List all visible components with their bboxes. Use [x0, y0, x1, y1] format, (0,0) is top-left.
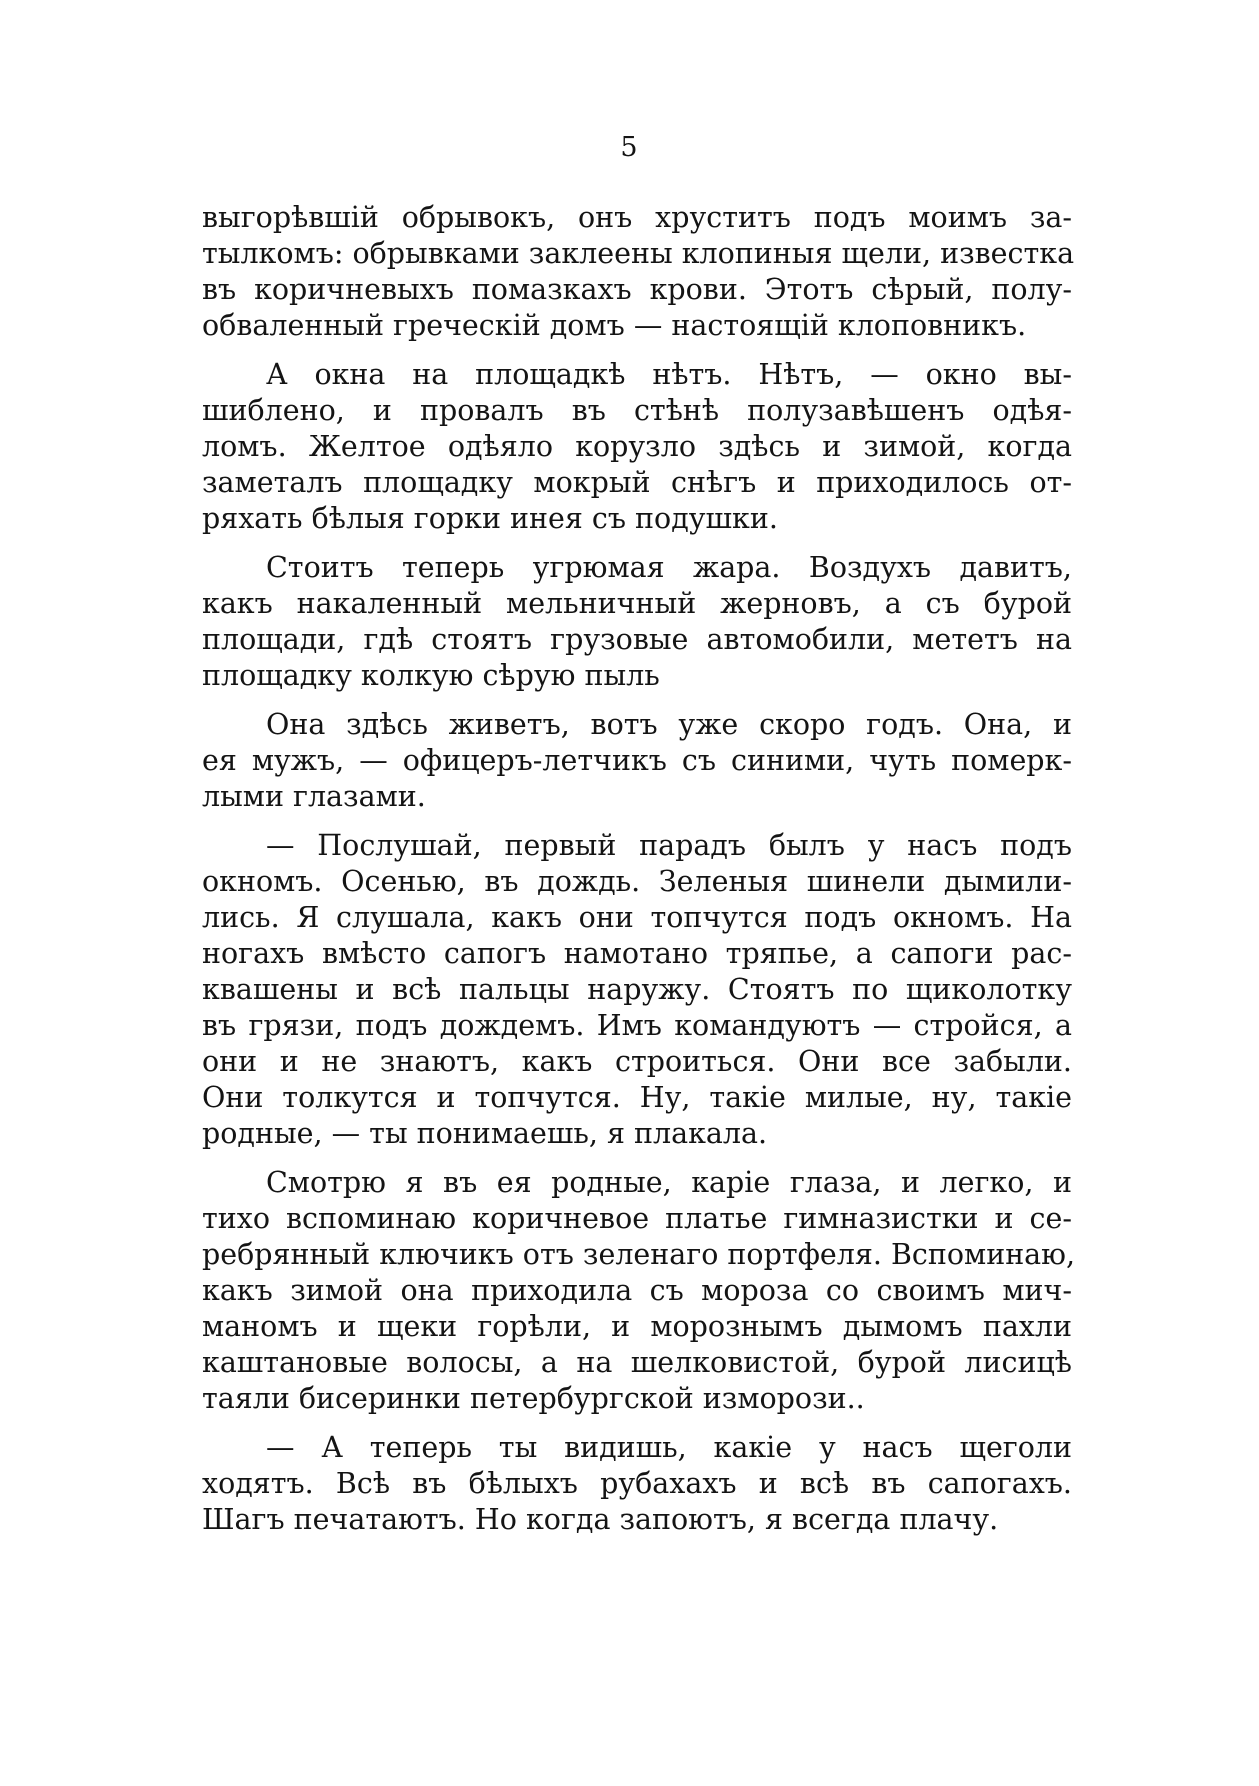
text-line: они и не знаютъ, какъ строиться. Они все забыли. [202, 1045, 1072, 1078]
text-line: обваленный греческій домъ — настоящій клоповникъ. [202, 309, 1027, 342]
text-line: Смотрю я въ ея родные, карiе глаза, и легко, и [266, 1166, 1072, 1199]
text-line: квашены и всѣ пальцы наружу. Стоятъ по щиколотку [202, 973, 1072, 1006]
text-line: Стоитъ теперь угрюмая жара. Воздухъ давитъ, [266, 551, 1072, 584]
text-line: ходятъ. Всѣ въ бѣлыхъ рубахахъ и всѣ въ сапогахъ. [202, 1467, 1072, 1500]
text-line: — А теперь ты видишь, какіе у насъ щеголи [266, 1431, 1072, 1464]
text-line: Они толкутся и топчутся. Ну, такіе милые, ну, такіе [202, 1081, 1072, 1114]
text-line: окномъ. Осенью, въ дождь. Зеленыя шинели дымили- [202, 865, 1072, 898]
text-line: лыми глазами. [202, 780, 426, 813]
text-line: — Послушай, первый парадъ былъ у насъ подъ [266, 829, 1072, 862]
page-number: 5 [620, 132, 639, 163]
paragraph [202, 828, 1072, 1152]
paragraph [202, 200, 1075, 344]
text-line: ногахъ вмѣсто сапогъ намотано тряпье, а сапоги рас- [202, 937, 1072, 970]
text-line: ломъ. Желтое одѣяло корузло здѣсь и зимой, когда [202, 430, 1072, 463]
text-line: родные, — ты понимаешь, я плакала. [202, 1117, 768, 1150]
text-line: тылкомъ: обрывками заклеены клопиныя щели, известка [202, 237, 1075, 270]
text-line: А окна на площадкѣ нѣтъ. Нѣтъ, — окно вы- [266, 358, 1072, 391]
text-line: шиблено, и провалъ въ стѣнѣ полузавѣшенъ одѣя- [202, 394, 1072, 427]
text-line: каштановые волосы, а на шелковистой, бурой лисицѣ [202, 1346, 1072, 1379]
body-text [202, 200, 1076, 1551]
text-line: маномъ и щеки горѣли, и морознымъ дымомъ пахли [202, 1310, 1072, 1343]
text-line: тихо вспоминаю коричневое платье гимназистки и се- [202, 1202, 1072, 1235]
paragraph [202, 707, 1072, 815]
text-line: въ коричневыхъ помазкахъ крови. Этотъ сѣрый, полу- [202, 273, 1072, 306]
text-line: заметалъ площадку мокрый снѣгъ и приходилось от- [202, 466, 1072, 499]
paragraph [202, 1430, 1072, 1538]
text-line: площади, гдѣ стоятъ грузовые автомобили, мететъ на [202, 623, 1072, 656]
paragraph [202, 550, 1072, 694]
text-line: какъ зимой она приходила съ мороза со своимъ мич- [202, 1274, 1072, 1307]
text-line: таяли бисеринки петербургской изморози.. [202, 1382, 865, 1415]
text-line: площадку колкую сѣрую пыль [202, 659, 660, 692]
text-line: Она здѣсь живетъ, вотъ уже скоро годъ. Она, и [266, 708, 1072, 741]
text-line: ея мужъ, — офицеръ-летчикъ съ синими, чуть померк- [202, 744, 1072, 777]
text-line: въ грязи, подъ дождемъ. Имъ командуютъ — стройся, а [202, 1009, 1072, 1042]
text-line: лись. Я слушала, какъ они топчутся подъ окномъ. На [202, 901, 1072, 934]
text-line: какъ накаленный мельничный жерновъ, а съ бурой [202, 587, 1072, 620]
text-line: ряхать бѣлыя горки инея съ подушки. [202, 502, 778, 535]
text-line: Шагъ печатаютъ. Но когда запоютъ, я всегда плачу. [202, 1503, 999, 1536]
paragraph [202, 1165, 1076, 1417]
paragraph [202, 357, 1072, 537]
text-line: ребрянный ключикъ отъ зеленаго портфеля. Вспоминаю, [202, 1238, 1076, 1271]
text-line: выгорѣвшій обрывокъ, онъ хруститъ подъ моимъ за- [202, 201, 1072, 234]
